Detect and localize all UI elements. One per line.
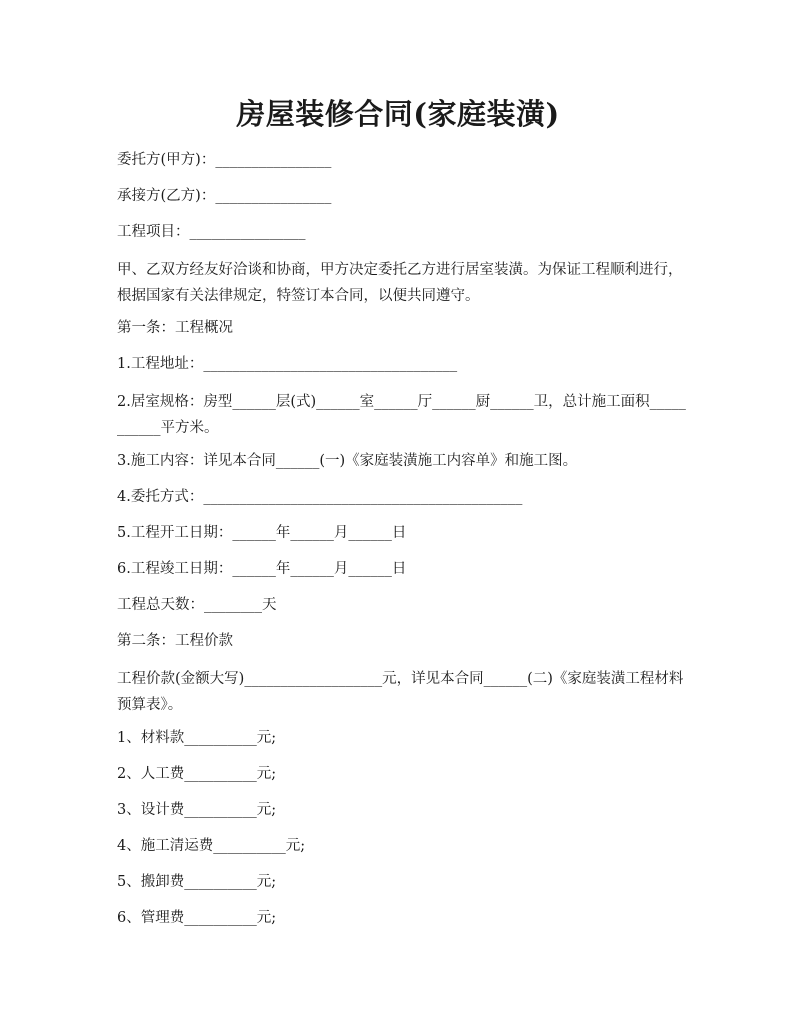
intro-paragraph: 甲、乙双方经友好洽谈和协商，甲方决定委托乙方进行居室装潢。为保证工程顺利进行，根据国家有关法律规定，特签订本合同，以便共同遵守。 (117, 262, 683, 304)
start-date-line: 5.工程开工日期：______年______月______日 (117, 525, 407, 541)
fee-item: 4、施工清运费__________元; (117, 838, 306, 854)
fee-item: 5、搬卸费__________元; (117, 874, 277, 890)
completion-date-line: 6.工程竣工日期：______年______月______日 (117, 561, 407, 577)
article-1-heading: 第一条：工程概况 (117, 320, 233, 336)
fee-item: 3、设计费__________元; (117, 802, 277, 818)
article-2-heading: 第二条：工程价款 (117, 633, 233, 649)
party-b-line: 承接方(乙方)：________________ (117, 188, 332, 204)
fee-item: 2、人工费__________元; (117, 766, 277, 782)
project-price-paragraph: 工程价款(金额大写)___________________元，详见本合同______(二)《家庭装潢工程材料预算表》。 (117, 671, 684, 713)
total-days-line: 工程总天数：________天 (117, 597, 277, 613)
document-title: 房屋装修合同(家庭装潢) (236, 97, 560, 131)
project-line: 工程项目：________________ (117, 224, 306, 240)
fee-item: 1、材料款__________元; (117, 730, 277, 746)
fee-item: 6、管理费__________元; (117, 910, 277, 926)
room-spec-paragraph: 2.居室规格：房型______层(式)______室______厅______厨______卫，总计施工面积___________平方米。 (117, 394, 686, 436)
party-a-line: 委托方(甲方)：________________ (117, 152, 332, 168)
commission-method-line: 4.委托方式：____________________________________________ (117, 489, 523, 505)
construction-content-line: 3.施工内容：详见本合同______(一)《家庭装潢施工内容单》和施工图。 (117, 453, 578, 469)
project-address-line: 1.工程地址：___________________________________ (117, 356, 458, 372)
